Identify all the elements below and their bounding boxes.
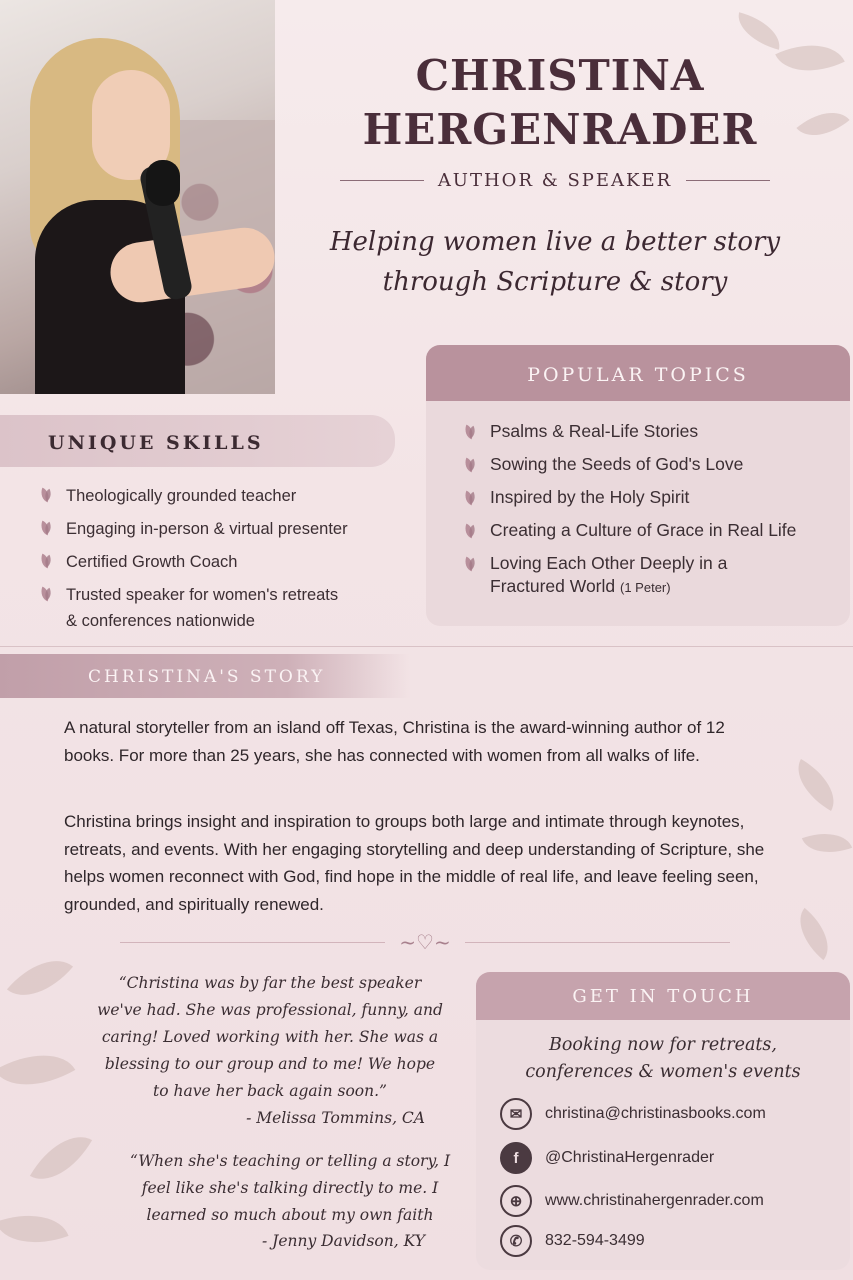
- leaf-decoration: [30, 1122, 92, 1194]
- speaker-name-last: HERGENRADER: [362, 105, 758, 154]
- popular-topics-header: [426, 345, 850, 401]
- section-divider: [0, 646, 853, 647]
- contact-title: GET IN TOUCH: [572, 986, 754, 1007]
- divider-line: [686, 180, 770, 181]
- list-item: [38, 483, 398, 509]
- contact-website[interactable]: [500, 1184, 845, 1218]
- skill-label-line1: Trusted speaker for women's retreats: [66, 586, 339, 604]
- divider-line: [465, 942, 730, 943]
- leaf-bullet-icon: [462, 457, 478, 473]
- topic-label: [490, 552, 727, 599]
- booking-line2: conferences & women's events: [525, 1062, 801, 1082]
- email-link[interactable]: christina@christinasbooks.com: [545, 1105, 766, 1122]
- topic-label: Creating a Culture of Grace in Real Life: [490, 520, 797, 540]
- globe-icon: ⊕: [500, 1185, 532, 1217]
- testimonial-quote: “Christina was by far the best speaker we've had. She was professional, funny, and caring! Loved working with her. She was a blessing to our group and to me! We hope to have her back again soon.”: [97, 974, 443, 1100]
- speaker-name-first: CHRISTINA: [415, 51, 705, 100]
- facebook-link[interactable]: @ChristinaHergenrader: [545, 1149, 715, 1166]
- topic-label-line1: Loving Each Other Deeply in a: [490, 553, 728, 573]
- leaf-bullet-icon: [462, 424, 478, 440]
- story-paragraph-1: A natural storyteller from an island off Texas, Christina is the award-winning author of 12 books. For more than 25 years, she has connected with women from all walks of life.: [64, 718, 725, 765]
- topic-label-line2: Fractured World: [490, 576, 616, 596]
- topic-label: Inspired by the Holy Spirit: [490, 487, 690, 507]
- contact-facebook[interactable]: [500, 1141, 845, 1175]
- testimonial-author: - Jenny Davidson, KY: [261, 1232, 425, 1250]
- tagline-line2: through Scripture & story: [382, 267, 728, 297]
- list-item: [38, 549, 398, 575]
- list-item: [462, 552, 842, 599]
- popular-topics-list: [462, 420, 842, 599]
- list-item: [462, 486, 842, 509]
- contact-email[interactable]: [500, 1097, 845, 1131]
- divider-line: [120, 942, 385, 943]
- leaf-decoration: [802, 823, 852, 862]
- skill-label: Theologically grounded teacher: [66, 487, 297, 505]
- speaker-photo: [0, 0, 275, 394]
- story-paragraph-2: Christina brings insight and inspiration to groups both large and intimate through keynotes, retreats, and events. With her engaging storytelling and deep understanding of Scripture, she helps women reconnect with God, find hope in the middle of real life, and leave feeling seen, grounded, and spiritually renewed.: [64, 812, 765, 914]
- website-link[interactable]: www.christinahergenrader.com: [545, 1192, 764, 1209]
- divider-line: [340, 180, 424, 181]
- list-item: [38, 516, 398, 542]
- tagline-line1: Helping women live a better story: [329, 227, 781, 257]
- testimonial-author: - Melissa Tommins, CA: [246, 1109, 425, 1127]
- leaf-bullet-icon: [38, 487, 54, 503]
- leaf-decoration: [787, 908, 842, 960]
- skill-label: [66, 582, 338, 634]
- subtitle: AUTHOR & SPEAKER: [437, 170, 673, 191]
- leaf-bullet-icon: [462, 523, 478, 539]
- unique-skills-title: UNIQUE SKILLS: [48, 432, 264, 454]
- leaf-decoration: [0, 1035, 75, 1105]
- list-item: [462, 519, 842, 542]
- envelope-icon: ✉: [500, 1098, 532, 1130]
- list-item: [38, 582, 398, 634]
- leaf-decoration: [0, 1200, 69, 1258]
- contact-phone[interactable]: [500, 1224, 845, 1258]
- topic-label: Sowing the Seeds of God's Love: [490, 454, 744, 474]
- leaf-bullet-icon: [38, 553, 54, 569]
- skill-label: Certified Growth Coach: [66, 553, 238, 571]
- leaf-bullet-icon: [38, 586, 54, 602]
- leaf-bullet-icon: [38, 520, 54, 536]
- leaf-decoration: [732, 12, 785, 50]
- subtitle-row: [340, 170, 770, 191]
- heart-flourish-icon: ~♡~: [399, 930, 451, 954]
- testimonial-quote: “When she's teaching or telling a story, I feel like she's talking directly to me. I learned so much about my own faith: [129, 1152, 451, 1224]
- leaf-bullet-icon: [462, 490, 478, 506]
- list-item: [462, 453, 842, 476]
- phone-link[interactable]: 832-594-3499: [545, 1232, 645, 1249]
- leaf-bullet-icon: [462, 556, 478, 572]
- unique-skills-header: [0, 415, 395, 467]
- phone-icon: ✆: [500, 1225, 532, 1257]
- story-title: CHRISTINA'S STORY: [88, 667, 326, 687]
- topic-reference: (1 Peter): [620, 580, 671, 595]
- contact-header: [476, 972, 850, 1020]
- topic-label: Psalms & Real-Life Stories: [490, 421, 699, 441]
- facebook-icon: f: [500, 1142, 532, 1174]
- popular-topics-title: POPULAR TOPICS: [527, 364, 749, 386]
- booking-line1: Booking now for retreats,: [549, 1035, 777, 1055]
- list-item: [462, 420, 842, 443]
- ornament-divider: [120, 930, 730, 954]
- skill-label-line2: & conferences nationwide: [66, 612, 255, 630]
- skill-label: Engaging in-person & virtual presenter: [66, 520, 348, 538]
- leaf-decoration: [786, 759, 846, 811]
- leaf-decoration: [7, 943, 73, 1012]
- unique-skills-list: [38, 483, 398, 641]
- story-header: [0, 654, 410, 698]
